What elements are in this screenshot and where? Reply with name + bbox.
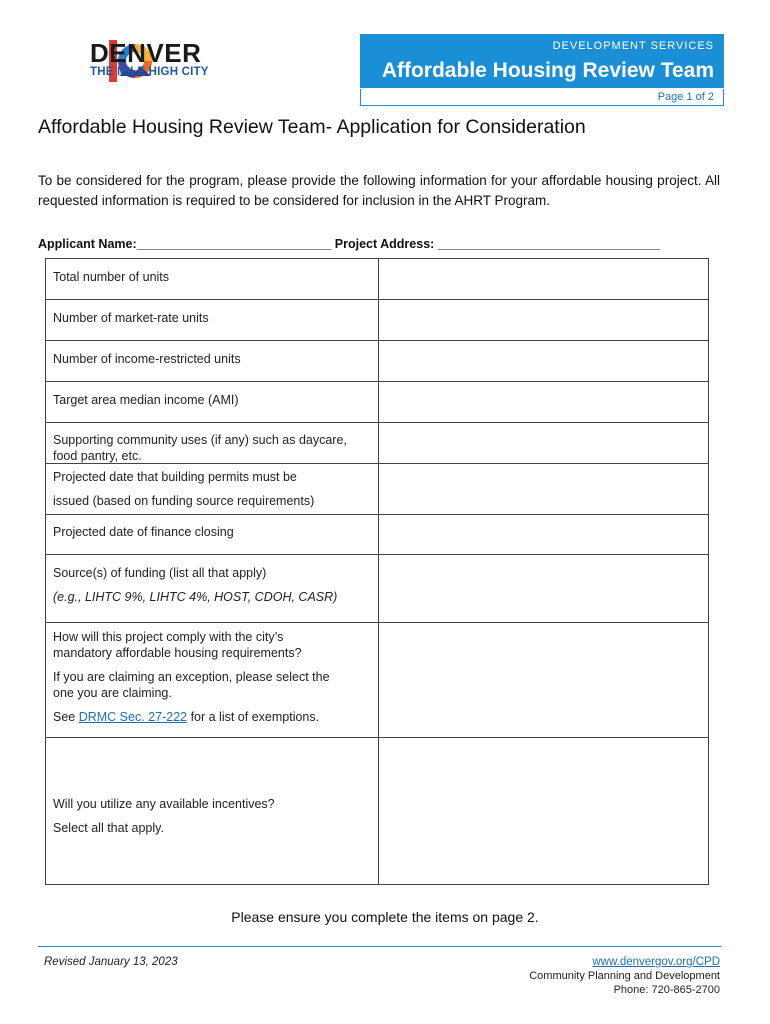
row-divider	[45, 422, 709, 423]
footer-phone: Phone: 720-865-2700	[613, 984, 720, 996]
row-divider	[45, 554, 709, 555]
label-total-units: Total number of units	[53, 270, 170, 284]
row-divider	[45, 622, 709, 623]
row-divider	[45, 299, 709, 300]
see-prefix: See	[53, 710, 79, 724]
intro-paragraph: To be considered for the program, please provide the following information for your affordable housing project. All requested information is required to be considered for inclusion in the AHRT Program.	[38, 173, 720, 208]
logo-tagline: THE MILE HIGH CITY	[90, 66, 209, 78]
page-two-notice: Please ensure you complete the items on page 2.	[231, 909, 539, 925]
exemptions-note	[53, 709, 373, 725]
label-market-rate-units: Number of market-rate units	[53, 311, 209, 325]
footer-rule	[38, 946, 721, 947]
label-compliance: How will this project comply with the city’s mandatory affordable housing requirements?	[53, 630, 302, 660]
label-community-uses: Supporting community uses (if any) such as daycare, food pantry, etc.	[53, 433, 347, 463]
row-divider	[45, 737, 709, 738]
footer-link[interactable]: www.denvergov.org/CPD	[592, 956, 720, 968]
applicant-line[interactable]: Applicant Name:____________________________ Project Address: ________________________________	[38, 237, 661, 251]
see-suffix: for a list of exemptions.	[187, 710, 320, 724]
row-divider	[45, 514, 709, 515]
page-number: Page 1 of 2	[657, 91, 714, 103]
label-target-ami: Target area median income (AMI)	[53, 393, 239, 407]
logo-wordmark: DENVER	[90, 38, 202, 68]
label-finance-closing: Projected date of finance closing	[53, 525, 234, 539]
column-divider	[378, 258, 379, 885]
label-incentives-note: Select all that apply.	[53, 821, 164, 835]
label-funding-sources: Source(s) of funding (list all that apply)	[53, 566, 267, 580]
department-label: DEVELOPMENT SERVICES	[552, 40, 714, 52]
funding-example: (e.g., LIHTC 9%, LIHTC 4%, HOST, CDOH, CASR)	[53, 590, 338, 604]
label-exception: If you are claiming an exception, please select the one you are claiming.	[53, 670, 330, 700]
label-incentives: Will you utilize any available incentives?	[53, 797, 275, 811]
footer-org: Community Planning and Development	[529, 970, 720, 982]
label-income-restricted-units: Number of income-restricted units	[53, 352, 241, 366]
revised-date: Revised January 13, 2023	[44, 956, 178, 968]
header-title: Affordable Housing Review Team	[381, 59, 714, 82]
row-divider	[45, 340, 709, 341]
document-title: Affordable Housing Review Team- Application for Consideration	[38, 116, 586, 138]
row-divider	[45, 381, 709, 382]
label-permit-date-2: issued (based on funding source requirements)	[53, 494, 315, 508]
drmc-link[interactable]: DRMC Sec. 27-222	[78, 710, 188, 724]
label-permit-date-1: Projected date that building permits must be	[53, 470, 297, 484]
